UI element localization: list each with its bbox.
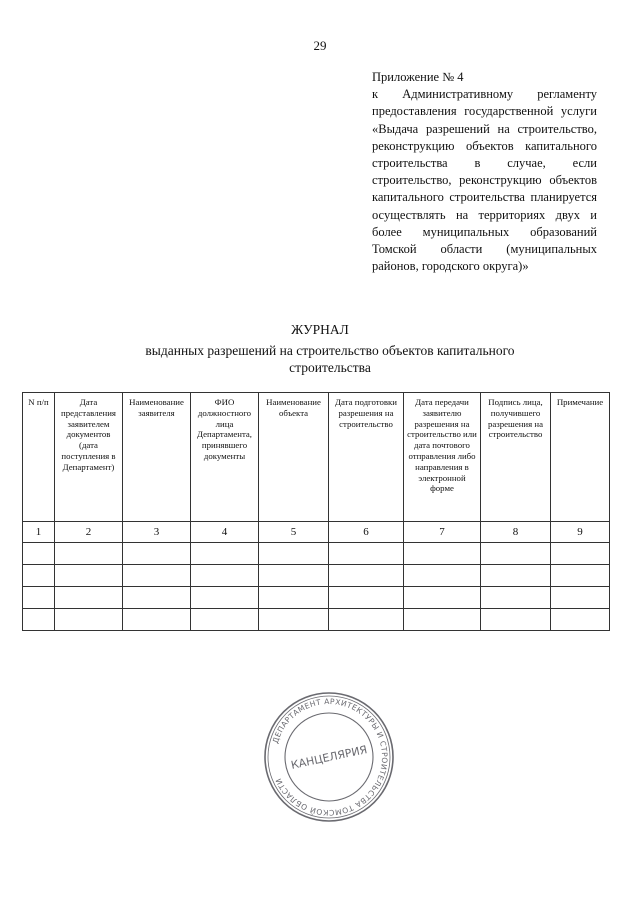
- column-number: 3: [123, 522, 191, 543]
- table-header-row: [23, 393, 610, 522]
- table-row: [23, 565, 610, 587]
- stamp-center-text: КАНЦЕЛЯРИЯ: [289, 743, 369, 772]
- header-cell-signature: Подпись лица, получившего разрешения на строительство: [481, 393, 551, 522]
- column-number: 5: [259, 522, 329, 543]
- header-cell-date-submitted: Дата представления заявителем документов (дата поступления в Департамент): [55, 393, 123, 522]
- table-row: [23, 609, 610, 631]
- table-number-row: [23, 522, 610, 543]
- appendix-title: Приложение № 4: [372, 70, 464, 84]
- header-cell-object: Наименование объекта: [259, 393, 329, 522]
- header-cell-official: ФИО должностного лица Департамента, принявшего документы: [191, 393, 259, 522]
- journal-subtitle: выданных разрешений на строительство объектов капитального строительства: [145, 343, 515, 375]
- column-number: 8: [481, 522, 551, 543]
- table-row: [23, 587, 610, 609]
- column-number: 9: [551, 522, 610, 543]
- header-cell-number: N п/п: [23, 393, 55, 522]
- appendix-block: [372, 69, 597, 275]
- journal-title: ЖУРНАЛ: [291, 322, 349, 337]
- office-stamp: [262, 690, 396, 824]
- header-cell-date-delivered: Дата передачи заявителю разрешения на строительство или дата почтового отправления либо направления в электронной форме: [404, 393, 481, 522]
- header-cell-note: Примечание: [551, 393, 610, 522]
- page-number: 29: [313, 38, 327, 53]
- header-cell-date-prepared: Дата подготовки разрешения на строительство: [329, 393, 404, 522]
- appendix-text: к Административному регламенту предоставления государственной услуги «Выдача разрешений на строительство, реконструкцию объектов капитального строительства в случае, если строительство, реконструкцию объектов капитального строительства планируется осуществлять на территориях двух и более муниципальных образований Томской области (муниципальных районов, городского округа)»: [372, 87, 597, 274]
- column-number: 4: [191, 522, 259, 543]
- column-number: 7: [404, 522, 481, 543]
- stamp-ring-text: ДЕПАРТАМЕНТ АРХИТЕКТУРЫ И СТРОИТЕЛЬСТВА ТОМСКОЙ ОБЛАСТИ: [270, 696, 390, 818]
- table-row: [23, 543, 610, 565]
- header-cell-applicant: Наименование заявителя: [123, 393, 191, 522]
- column-number: 1: [23, 522, 55, 543]
- journal-table: [22, 392, 610, 631]
- column-number: 2: [55, 522, 123, 543]
- column-number: 6: [329, 522, 404, 543]
